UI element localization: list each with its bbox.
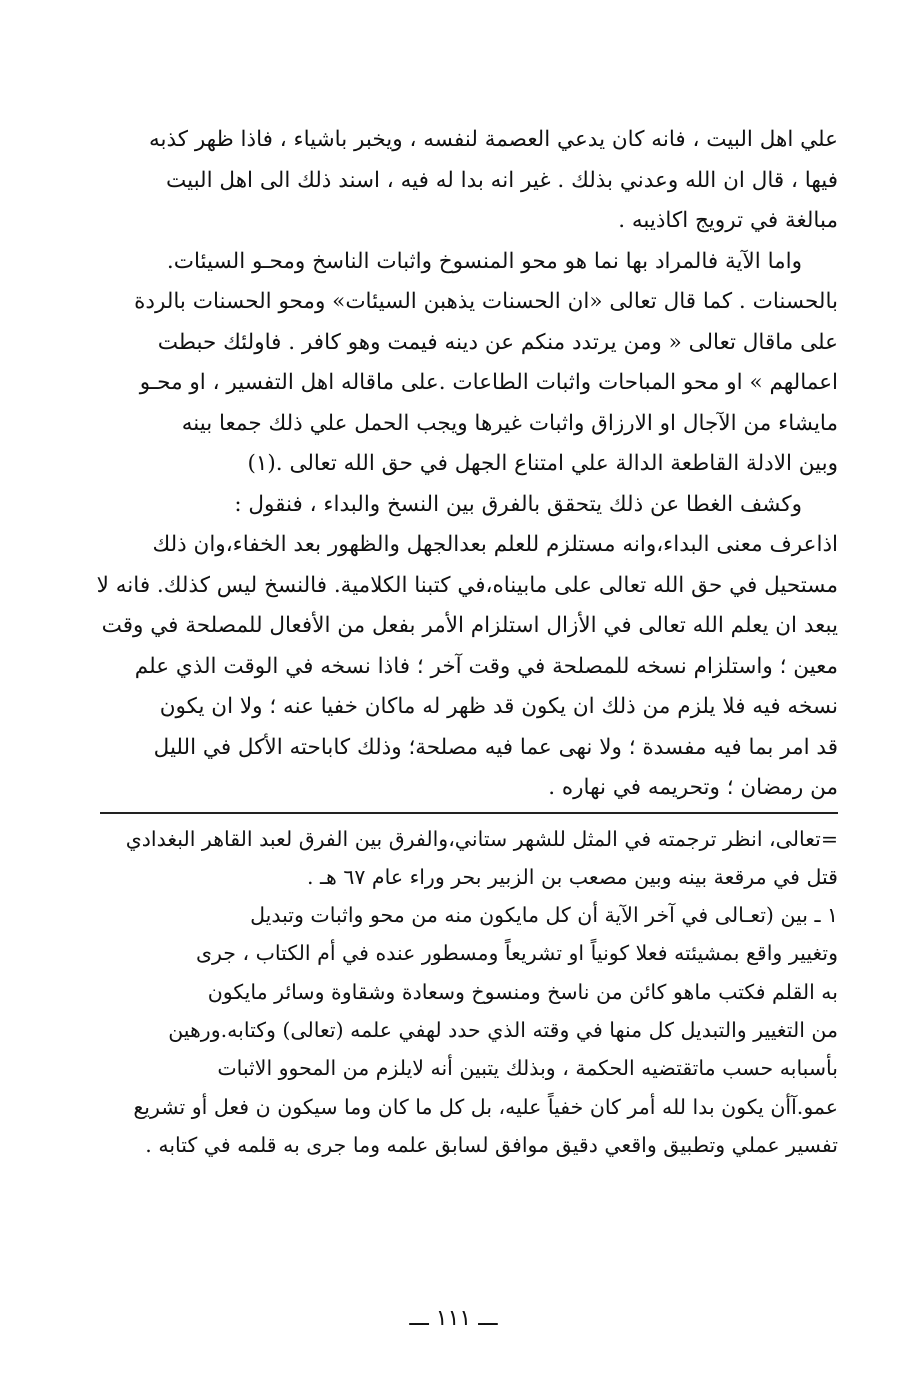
text-line: معين ؛ واستلزام نسخه للمصلحة في وقت آخر ؛ فاذا نسخه في الوقت الذي علم [134,653,838,679]
footnote-line: ١ ـ بين (تعـالى في آخر الآية أن كل مايكون منه من محو واثبات وتبديل [250,903,838,928]
footnotes [96,820,838,1165]
text-line: اذاعرف معنى البداء،وانه مستلزم للعلم بعدالجهل والظهور بعد الخفاء،وان ذلك [152,532,838,557]
text-line: نسخه فيه فلا يلزم من ذلك ان يكون قد ظهر له ماكان خفيا عنه ؛ ولا ان يكون [159,694,838,719]
footnote-line: به القلم فكتب ماهو كائن من ناسخ ومنسوخ وسعادة وشقاوة وسائر مايكون [207,979,838,1004]
text-line: فيها ، قال ان الله وعدني بذلك . غير انه بدا له فيه ، اسند ذلك الى اهل البيت [165,167,838,193]
text-line: مستحيل في حق الله تعالى على مابيناه،في كتبنا الكلامية. فالنسخ ليس كذلك. فانه لا [96,572,838,598]
text-line: وكشف الغطا عن ذلك يتحقق بالفرق بين النسخ والبداء ، فنقول : [234,491,802,517]
page-number: ـــ ١١١ ـــ [409,1306,498,1331]
page-text [96,120,838,1164]
footnote-line: من التغيير والتبديل كل منها في وقته الذي حدد لهفي علمه (تعالى) وكتابه.ورهين [168,1017,838,1042]
main-text [96,120,838,809]
text-line: علي اهل البيت ، فانه كان يدعي العصمة لنفسه ، ويخبر باشياء ، فاذا ظهر كذبه [148,127,838,152]
text-line: مبالغة في ترويج اكاذيبه . [618,208,838,233]
footnote-line: قتل في مرقعة بينه وبين مصعب بن الزبير بحر وراء عام ٦٧ هـ . [306,864,838,889]
text-line: يبعد ان يعلم الله تعالى في الأزال استلزام الأمر بفعل من الأفعال للمصلحة في وقت [101,613,838,638]
text-line: مايشاء من الآجال او الارزاق واثبات غيرها ويجب الحمل علي ذلك جمعا بينه [181,410,838,436]
text-line: واما الآية فالمراد بها نما هو محو المنسوخ واثبات الناسخ ومحـو السيئات. [166,248,802,274]
text-line: قد امر بما فيه مفسدة ؛ ولا نهى عما فيه مصلحة؛ وذلك كاباحته الأكل في الليل [153,734,838,760]
footnote-line: بأسبابه حسب ماتقتضيه الحكمة ، وبذلك يتبين أنه لايلزم من المحوو الاثبات [217,1056,838,1081]
text-line: وبين الادلة القاطعة الدالة علي امتناع الجهل في حق الله تعالى .(١) [247,451,838,476]
footnote-line: =تعالى، انظر ترجمته في المثل للشهر ستاني،والفرق بين الفرق لعبد القاهر البغدادي [125,826,838,851]
text-line: اعمالهم » او محو المباحات واثبات الطاعات .على ماقاله اهل التفسير ، او محـو [139,370,838,395]
footnote-line: تفسير عملي وتطبيق واقعي دقيق موافق لسابق علمه وما جرى به قلمه في كتابه . [145,1132,838,1157]
text-line: على ماقال تعالى « ومن يرتدد منكم عن دينه فيمت وهو كافر . فاولئك حبطت [157,329,838,355]
text-line: بالحسنات . كما قال تعالى «ان الحسنات يذهبن السيئات» ومحو الحسنات بالردة [134,289,838,314]
text-line: من رمضان ؛ وتحريمه في نهاره . [548,775,838,800]
footnote-line: عمو.آأن يكون بدا لله أمر كان خفياً عليه، بل كل ما كان وما سيكون ن فعل أو تشريع [133,1094,838,1119]
footnote-divider [100,812,838,814]
footnote-line: وتغيير واقع بمشيئته فعلا كونياً او تشريعاً ومسطور عنده في أم الكتاب ، جرى [195,941,838,966]
